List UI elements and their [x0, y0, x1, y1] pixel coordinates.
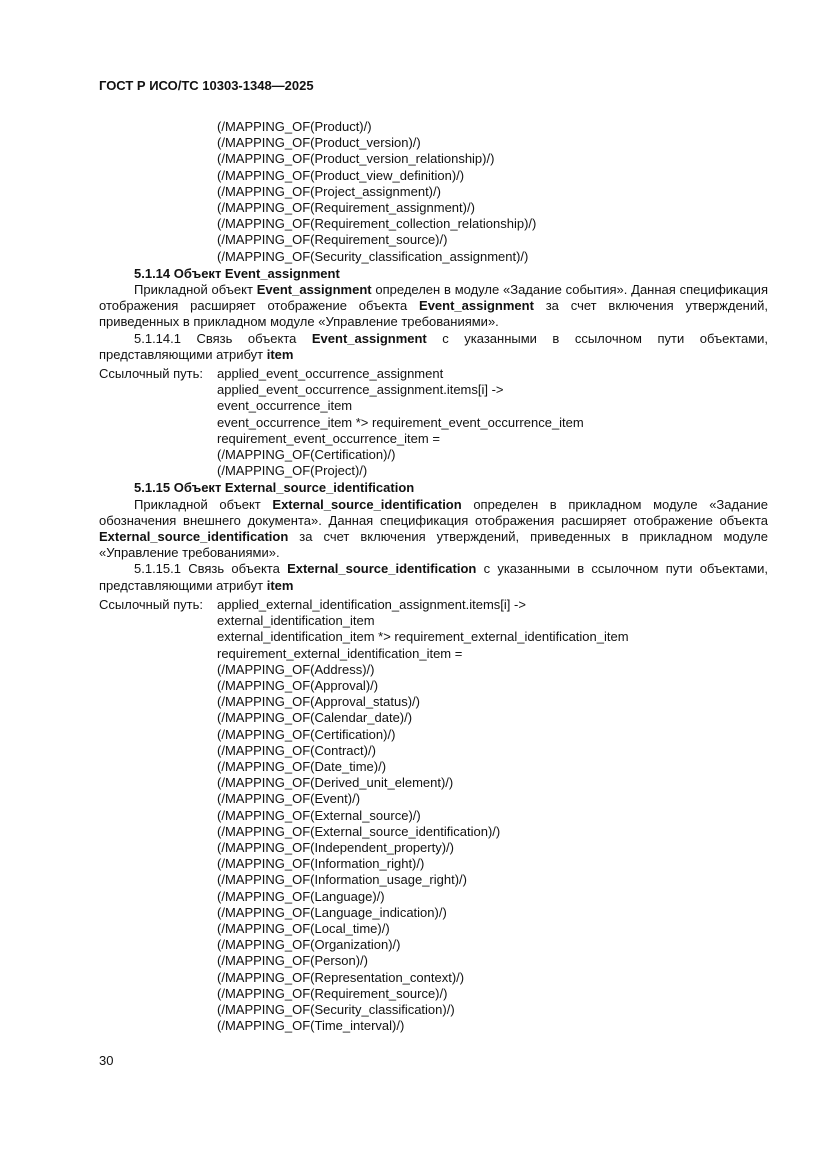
- text-run: Прикладной объект: [134, 282, 257, 298]
- path-line: event_occurrence_item *> requirement_event_occurrence_item: [217, 414, 584, 430]
- mapping-line: (/MAPPING_OF(Project_assignment)/): [217, 183, 441, 199]
- page-number: 30: [99, 1053, 114, 1068]
- path-line: (/MAPPING_OF(Requirement_source)/): [217, 985, 448, 1001]
- mapping-line: (/MAPPING_OF(Requirement_source)/): [217, 232, 448, 248]
- reference-path: [99, 366, 768, 479]
- entity-name: External_source_identification: [287, 561, 477, 577]
- path-line: requirement_external_identification_item =: [217, 645, 463, 661]
- path-line: (/MAPPING_OF(External_source)/): [217, 807, 421, 823]
- text-run: Прикладной объект: [134, 496, 273, 512]
- path-line: (/MAPPING_OF(Calendar_date)/): [217, 710, 413, 726]
- subsection-paragraph: [99, 331, 768, 363]
- path-line: (/MAPPING_OF(Security_classification)/): [217, 1001, 455, 1017]
- reference-path: [99, 597, 768, 1034]
- text-run: за счет включения утверждений, приведенных в прикладном модуле «Управление требованиями».: [99, 529, 768, 561]
- path-line: applied_event_occurrence_assignment: [217, 366, 444, 382]
- text-run: 5.1.14.1 Связь объекта: [134, 330, 312, 346]
- mapping-line: (/MAPPING_OF(Product)/): [217, 119, 372, 134]
- entity-name: Event_assignment: [419, 298, 534, 314]
- path-line: (/MAPPING_OF(Contract)/): [217, 742, 376, 758]
- mapping-line: (/MAPPING_OF(Product_version)/): [217, 135, 421, 151]
- path-line: (/MAPPING_OF(Event)/): [217, 791, 361, 807]
- path-line: (/MAPPING_OF(Approval)/): [217, 677, 379, 693]
- path-line: event_occurrence_item: [217, 398, 353, 414]
- path-line: (/MAPPING_OF(External_source_identification)/): [217, 823, 501, 839]
- mapping-line: (/MAPPING_OF(Product_view_definition)/): [217, 167, 465, 183]
- document-header: ГОСТ Р ИСО/ТС 10303-1348—2025: [99, 78, 314, 93]
- section-heading-5-1-14: 5.1.14 Объект Event_assignment: [134, 265, 340, 281]
- path-line: (/MAPPING_OF(Language)/): [217, 888, 385, 904]
- attribute-name: item: [266, 346, 294, 362]
- text-run: определен в прикладном модуле «Задание обозначения внешнего документа». Данная спецификация отображения расширяет отображение объекта: [99, 496, 768, 528]
- path-line: (/MAPPING_OF(Independent_property)/): [217, 839, 454, 855]
- path-line: (/MAPPING_OF(Certification)/): [217, 447, 396, 463]
- path-line: external_identification_item *> requirement_external_identification_item: [217, 629, 629, 645]
- text-run: с указанными в ссылочном пути объектами, представляющими атрибут: [99, 330, 769, 362]
- section-heading-5-1-15: 5.1.15 Объект External_source_identification: [134, 480, 415, 496]
- entity-name: Event_assignment: [311, 330, 427, 346]
- path-line: (/MAPPING_OF(Local_time)/): [217, 920, 390, 936]
- path-line: (/MAPPING_OF(Organization)/): [217, 937, 401, 953]
- path-line: applied_event_occurrence_assignment.items[i] ->: [217, 382, 504, 398]
- subsection-paragraph: [99, 561, 768, 593]
- entity-name: External_source_identification: [272, 496, 462, 512]
- reference-path-lines: [217, 366, 768, 479]
- reference-path-label: Ссылочный путь:: [99, 596, 203, 612]
- path-line: (/MAPPING_OF(Information_usage_right)/): [217, 872, 467, 888]
- mapping-line: (/MAPPING_OF(Product_version_relationship)/): [217, 151, 495, 167]
- path-line: (/MAPPING_OF(Certification)/): [217, 726, 396, 742]
- path-line: (/MAPPING_OF(Approval_status)/): [217, 694, 420, 710]
- reference-path-lines: [217, 597, 768, 1034]
- path-line: (/MAPPING_OF(Address)/): [217, 661, 375, 677]
- path-line: (/MAPPING_OF(Date_time)/): [217, 758, 387, 774]
- entity-name: External_source_identification: [99, 529, 289, 545]
- section-paragraph: [99, 497, 768, 562]
- path-line: (/MAPPING_OF(Person)/): [217, 953, 368, 969]
- mapping-line: (/MAPPING_OF(Security_classification_assignment)/): [217, 248, 529, 264]
- path-line: applied_external_identification_assignment.items[i] ->: [217, 596, 526, 612]
- text-run: за счет включения утверждений, приведенных в прикладном модуле «Управление требованиями».: [99, 298, 768, 330]
- mapping-line: (/MAPPING_OF(Requirement_assignment)/): [217, 200, 475, 216]
- path-line: (/MAPPING_OF(Project)/): [217, 463, 368, 479]
- reference-path-label: Ссылочный путь:: [99, 366, 203, 382]
- section-paragraph: [99, 282, 768, 331]
- text-run: с указанными в ссылочном пути объектами, представляющими атрибут: [99, 561, 768, 593]
- path-line: (/MAPPING_OF(Representation_context)/): [217, 969, 465, 985]
- path-line: requirement_event_occurrence_item =: [217, 430, 440, 446]
- path-line: (/MAPPING_OF(Derived_unit_element)/): [217, 775, 454, 791]
- page-content: [99, 119, 768, 1034]
- path-line: (/MAPPING_OF(Information_right)/): [217, 856, 425, 872]
- entity-name: Event_assignment: [256, 282, 372, 298]
- path-line: (/MAPPING_OF(Time_interval)/): [217, 1018, 405, 1034]
- attribute-name: item: [266, 577, 294, 593]
- text-run: 5.1.15.1 Связь объекта: [134, 561, 288, 577]
- path-line: (/MAPPING_OF(Language_indication)/): [217, 904, 447, 920]
- path-line: external_identification_item: [217, 613, 375, 629]
- text-run: определен в модуле «Задание события». Данная спецификация отображения расширяет отображение объекта: [99, 282, 768, 314]
- mapping-line: (/MAPPING_OF(Requirement_collection_relationship)/): [217, 216, 537, 232]
